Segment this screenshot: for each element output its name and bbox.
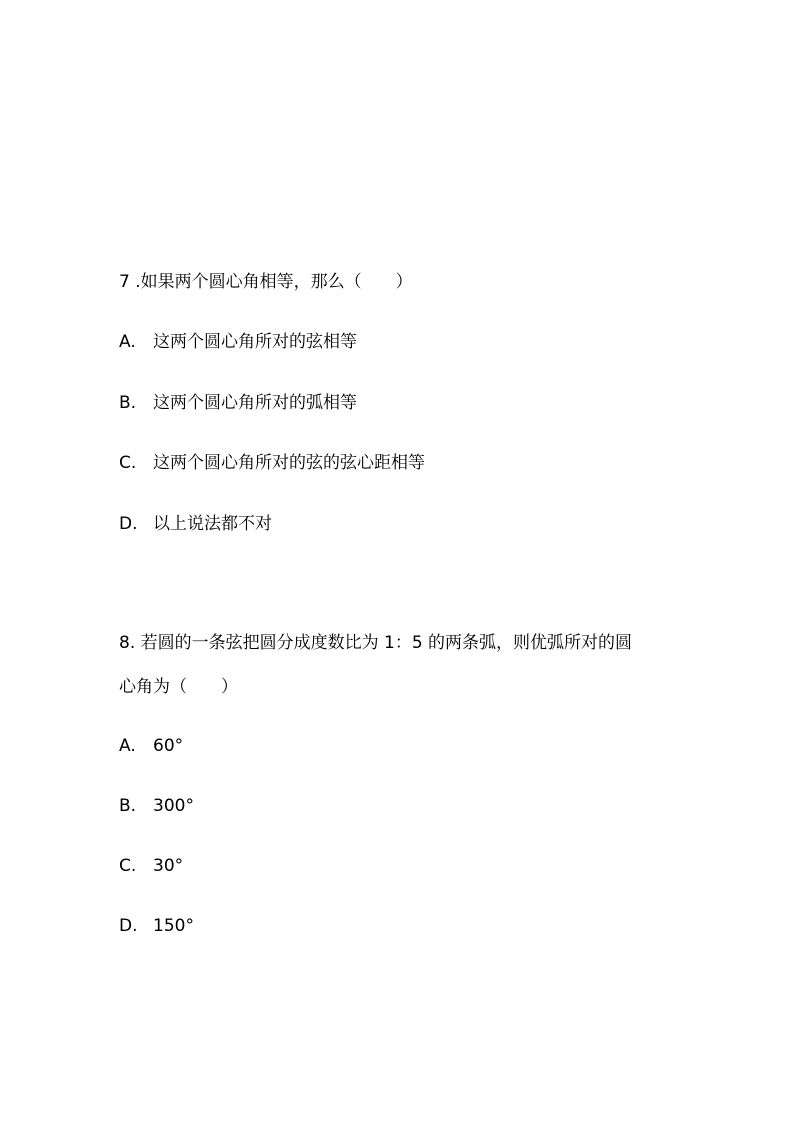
option-letter: D. <box>119 514 138 534</box>
option-text: 60° <box>153 736 184 756</box>
question-8-stem-line-2: 心角为（ ） <box>119 677 238 697</box>
option-letter: C. <box>119 856 137 876</box>
option-letter: A. <box>119 736 136 756</box>
question-7-option-c <box>119 452 425 474</box>
question-7-option-b <box>119 392 357 414</box>
option-letter: C. <box>119 453 137 473</box>
option-text: 这两个圆心角所对的弧相等 <box>153 393 357 413</box>
option-letter: D. <box>119 916 138 936</box>
option-letter: B. <box>119 796 137 816</box>
question-7-stem: 7 .如果两个圆心角相等，那么（ ） <box>119 272 413 292</box>
option-text: 这两个圆心角所对的弦的弦心距相等 <box>153 453 425 473</box>
option-letter: A. <box>119 332 136 352</box>
question-7-option-a <box>119 331 357 353</box>
option-text: 30° <box>153 856 184 876</box>
option-letter: B. <box>119 393 137 413</box>
option-text: 以上说法都不对 <box>153 514 272 534</box>
question-8-option-b <box>119 795 194 817</box>
question-8-option-c <box>119 855 183 877</box>
option-text: 150° <box>153 916 194 936</box>
option-text: 这两个圆心角所对的弦相等 <box>153 332 357 352</box>
question-7-option-d <box>119 513 272 535</box>
question-8-stem-line-1: 8. 若圆的一条弦把圆分成度数比为 1：5 的两条弧，则优弧所对的圆 <box>119 633 633 653</box>
question-8-option-d <box>119 915 194 937</box>
question-8-option-a <box>119 735 183 757</box>
option-text: 300° <box>153 796 194 816</box>
